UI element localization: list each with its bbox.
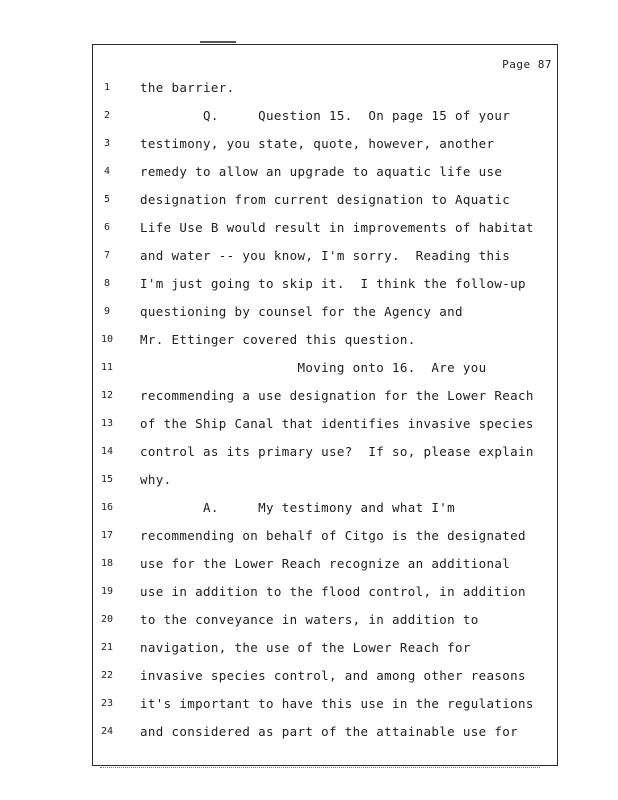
transcript-line-text: control as its primary use? If so, please explain [140, 444, 534, 459]
line-number: 2 [103, 110, 111, 121]
line-number: 9 [103, 306, 111, 317]
transcript-line-text: use for the Lower Reach recognize an additional [140, 556, 511, 571]
transcript-line-text: Moving onto 16. Are you [140, 360, 487, 375]
line-number: 22 [100, 670, 114, 681]
line-number: 10 [100, 334, 114, 345]
transcript-line-text: Mr. Ettinger covered this question. [140, 332, 416, 347]
transcript-line-text: testimony, you state, quote, however, another [140, 136, 495, 151]
line-number: 21 [100, 642, 114, 653]
line-number: 5 [103, 194, 111, 205]
line-number: 24 [100, 726, 114, 737]
line-number: 3 [103, 138, 111, 149]
transcript-line-text: the barrier. [140, 80, 235, 95]
line-number: 8 [103, 278, 111, 289]
transcript-line-text: use in addition to the flood control, in addition [140, 584, 526, 599]
line-number: 11 [100, 362, 114, 373]
line-number: 1 [103, 82, 111, 93]
line-number: 16 [100, 502, 114, 513]
scan-noise-bottom [100, 767, 540, 770]
transcript-line-text: it's important to have this use in the regulations [140, 696, 534, 711]
transcript-line-text: designation from current designation to Aquatic [140, 192, 511, 207]
line-number: 6 [103, 222, 111, 233]
transcript-line-text: navigation, the use of the Lower Reach for [140, 640, 471, 655]
transcript-line-text: I'm just going to skip it. I think the follow-up [140, 276, 526, 291]
line-number: 12 [100, 390, 114, 401]
line-number: 18 [100, 558, 114, 569]
line-number: 4 [103, 166, 111, 177]
transcript-line-text: Q. Question 15. On page 15 of your [140, 108, 511, 123]
line-number: 15 [100, 474, 114, 485]
transcript-page-frame [92, 44, 558, 766]
transcript-line-text: Life Use B would result in improvements of habitat [140, 220, 534, 235]
transcript-line-text: and water -- you know, I'm sorry. Reading this [140, 248, 511, 263]
transcript-line-text: why. [140, 472, 172, 487]
transcript-line-text: and considered as part of the attainable use for [140, 724, 519, 739]
line-number: 20 [100, 614, 114, 625]
transcript-line-text: invasive species control, and among other reasons [140, 668, 526, 683]
line-number: 17 [100, 530, 114, 541]
line-number: 13 [100, 418, 114, 429]
transcript-line-text: questioning by counsel for the Agency and [140, 304, 463, 319]
transcript-line-text: remedy to allow an upgrade to aquatic life use [140, 164, 503, 179]
page-number: Page 87 [502, 58, 552, 71]
transcript-line-text: A. My testimony and what I'm [140, 500, 456, 515]
transcript-line-text: to the conveyance in waters, in addition to [140, 612, 479, 627]
frame-top-mark [200, 41, 236, 43]
line-number: 23 [100, 698, 114, 709]
line-number: 7 [103, 250, 111, 261]
transcript-line-text: recommending on behalf of Citgo is the designated [140, 528, 526, 543]
line-number: 14 [100, 446, 114, 457]
line-number: 19 [100, 586, 114, 597]
transcript-line-text: recommending a use designation for the Lower Reach [140, 388, 534, 403]
transcript-line-text: of the Ship Canal that identifies invasive species [140, 416, 534, 431]
